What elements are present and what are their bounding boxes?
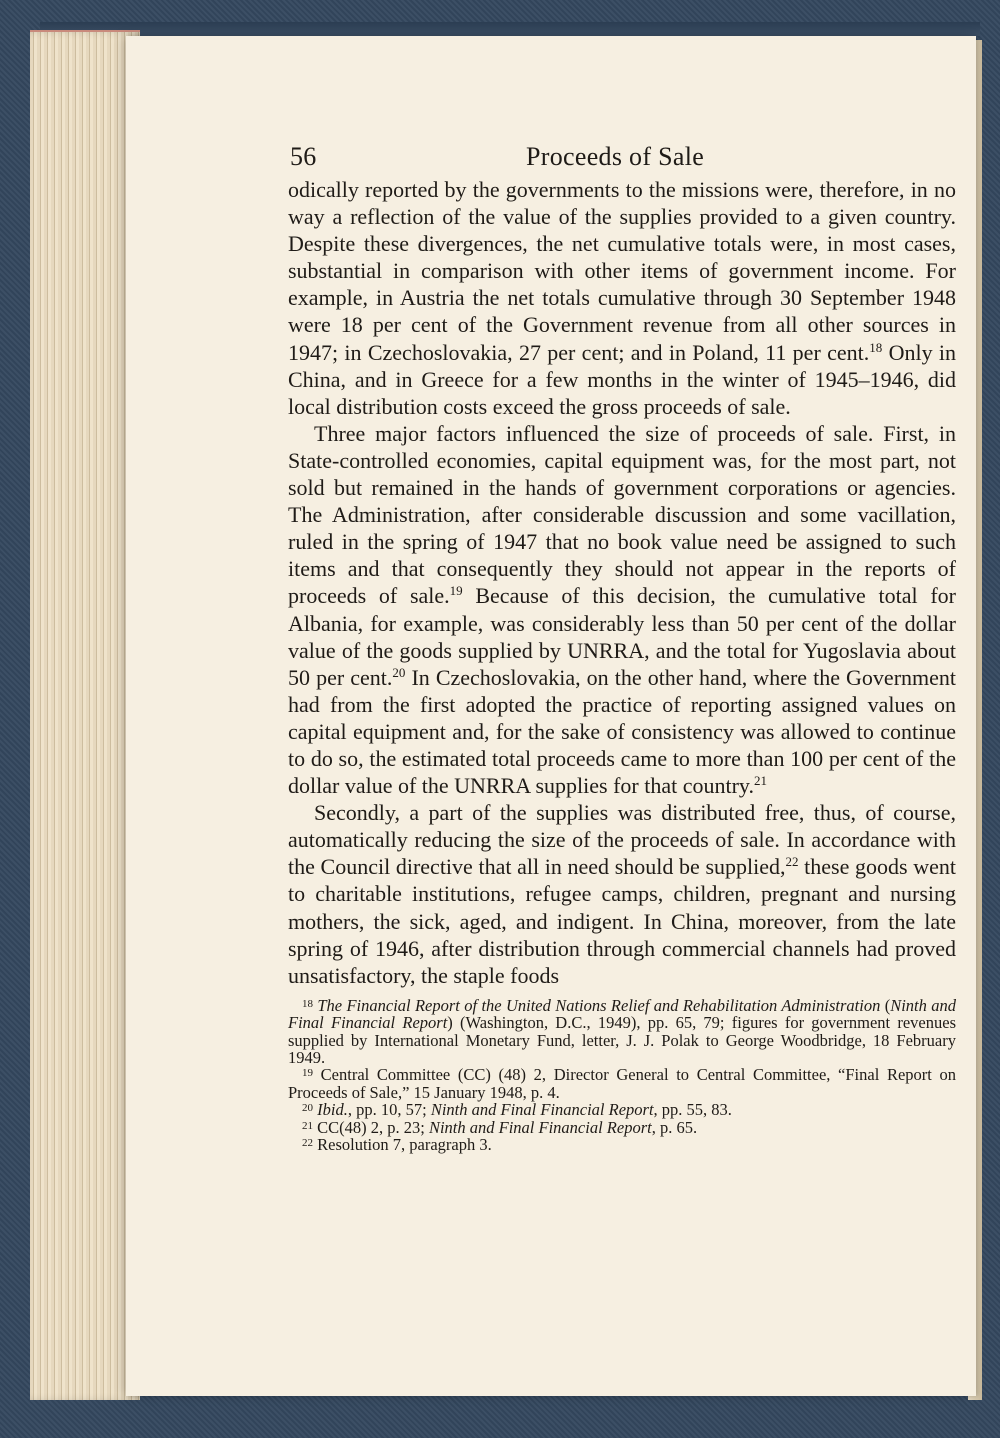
- page-number: 56: [290, 142, 317, 171]
- paragraph-text: Secondly, a part of the supplies was distributed free, thus, of course, automatically reducing the size of the proceeds of sale. In accordance with the Council directive that all in need should be supplied,: [288, 800, 956, 880]
- page-content: [288, 140, 956, 1153]
- footnote: [288, 1066, 956, 1101]
- footnote: [288, 997, 956, 1067]
- footnote: [288, 1101, 956, 1118]
- paragraph-text: Three major factors influenced the size of proceeds of sale. First, in State-controlled economies, capital equipment was, for the most part, not sold but remained in the hands of government corporations or agencies. The Administration, after considerable discussion and some vacillation, ruled in the spring of 1947 that no book value need be assigned to such items and that consequently they should not appear in the reports of proceeds of sale.: [288, 420, 956, 609]
- footnote-title: Ninth and Final Financial Report: [288, 995, 957, 1033]
- paragraph-text: Because of this decision, the cumulative total for Albania, for example, was considerably less than 50 per cent of the dollar value of the goods supplied by UNRRA, and the total for Yugoslavia about 50 per cent.: [288, 583, 956, 690]
- footnote-text: Central Committee (CC) (48) 2, Director General to Central Committee, “Final Report on Proceeds of Sale,” 15 January 1948, p. 4.: [288, 1065, 957, 1102]
- footnote-text: , pp. 10, 57;: [347, 1100, 431, 1120]
- paragraph-text: In Czechoslovakia, on the other hand, where the Government had from the first adopted the practice of reporting assigned values on capital equipment and, for the sake of consistency was allowed to continue to do so, the estimated total proceeds came to more than 100 per cent of the dollar value of the UNRRA supplies for that country.: [288, 664, 957, 799]
- footnote-reference: 19: [449, 583, 463, 599]
- footnote-number: 19: [302, 1067, 313, 1080]
- footnote-text: , pp. 55, 83.: [653, 1100, 732, 1120]
- body-paragraph: [288, 420, 956, 799]
- paragraph-text: odically reported by the governments to the missions were, therefore, in no way a reflection of the value of the supplies provided to a given country. Despite these divergences, the net cumulative totals were, in most cases, substantial in comparison with other items of government income. For example, in Austria the net totals cumulative through 30 September 1948 were 18 per cent of the Government revenue from all other sources in 1947; in Czechoslovakia, 27 per cent; and in Poland, 11 per cent.: [288, 177, 956, 365]
- footnote-number: 21: [302, 1119, 313, 1132]
- footnote-text: ) (Washington, D.C., 1949), pp. 65, 79; figures for government revenues supplied by International Monetary Fund, letter, J. J. Polak to George Woodbridge, 18 February 1949.: [288, 1013, 956, 1068]
- page-header: [288, 140, 956, 176]
- book-page: [126, 36, 976, 1396]
- footnote-title: Ninth and Final Financial Report: [428, 1117, 652, 1137]
- footnote-text: CC(48) 2, p. 23;: [317, 1117, 429, 1137]
- body-paragraph: [288, 176, 956, 420]
- book-top-edge: [40, 22, 980, 36]
- footnote-number: 18: [302, 997, 313, 1010]
- footnote-number: 22: [302, 1137, 313, 1150]
- paragraph-text: Only in China, and in Greece for a few months in the winter of 1945–1946, did local distribution costs exceed the gross proceeds of sale.: [288, 339, 956, 419]
- footnote-reference: 18: [869, 339, 883, 355]
- footnote-title: The Financial Report of the United Nations Relief and Rehabilitation Administration: [317, 995, 881, 1015]
- footnote: [288, 1136, 956, 1153]
- paragraph-text: these goods went to charitable institutions, refugee camps, children, pregnant and nursing mothers, the sick, aged, and indigent. In China, moreover, from the late spring of 1946, after distribution through commercial channels had proved unsatisfactory, the staple foods: [288, 854, 957, 988]
- footnote-reference: 22: [785, 854, 799, 870]
- footnote-number: 20: [302, 1102, 313, 1115]
- body-paragraph: [288, 799, 956, 989]
- running-title: Proceeds of Sale: [526, 142, 705, 171]
- footnote-reference: 21: [754, 773, 767, 789]
- footnotes: [288, 997, 956, 1154]
- footnote-title: Ibid.: [317, 1100, 348, 1120]
- page-edges: [30, 30, 140, 1400]
- footnote-text: (: [880, 995, 891, 1015]
- footnote-text: Resolution 7, paragraph 3.: [317, 1135, 492, 1155]
- footnote-reference: 20: [392, 664, 406, 680]
- body-text: [288, 176, 956, 989]
- footnote-title: Ninth and Final Financial Report: [430, 1100, 654, 1120]
- footnote: [288, 1119, 956, 1136]
- footnote-text: , p. 65.: [651, 1117, 698, 1137]
